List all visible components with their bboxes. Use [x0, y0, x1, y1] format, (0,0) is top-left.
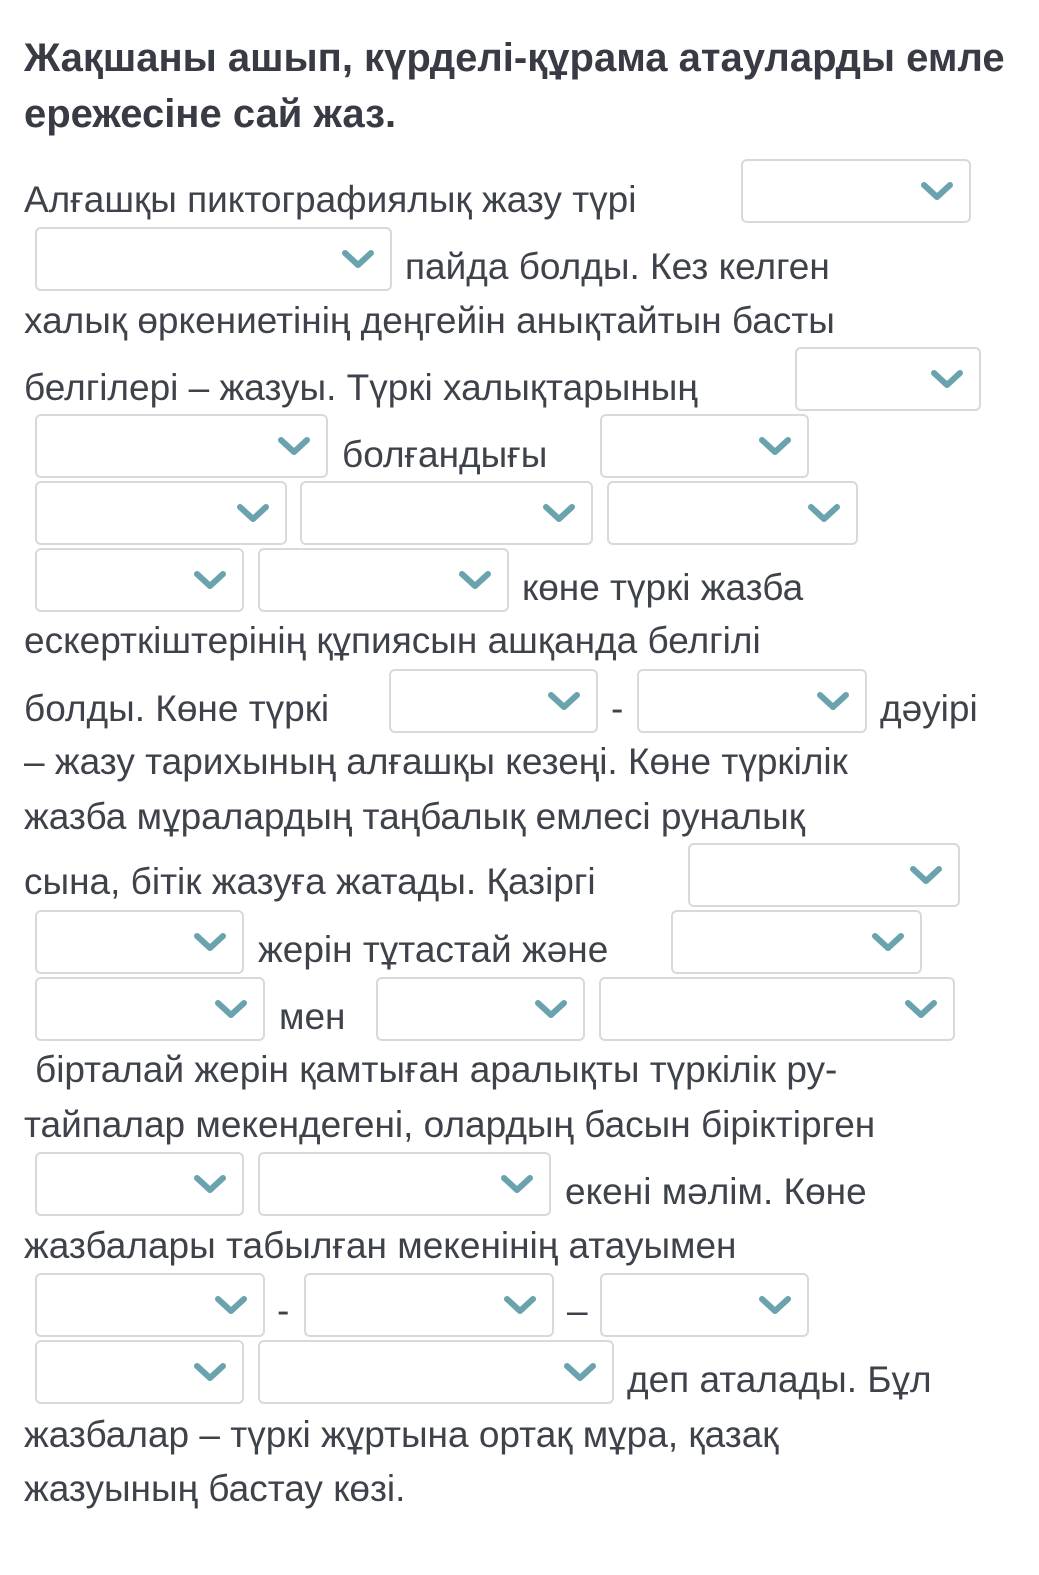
text-segment: жазбалар – түркі жұртына ортақ мұра, қазақ [24, 1414, 779, 1455]
chevron-down-icon [533, 998, 569, 1020]
answer-dropdown-9[interactable] [35, 548, 244, 612]
answer-dropdown-12[interactable] [637, 669, 867, 733]
chevron-down-icon [870, 931, 906, 953]
chevron-down-icon [541, 502, 577, 524]
answer-dropdown-8[interactable] [607, 481, 858, 545]
chevron-down-icon [499, 1173, 535, 1195]
chevron-down-icon [192, 1173, 228, 1195]
chevron-down-icon [192, 569, 228, 591]
chevron-down-icon [192, 931, 228, 953]
text-segment: дәуірі [880, 688, 978, 729]
text-segment: тайпалар мекендегені, олардың басын біріктірген [24, 1104, 876, 1145]
answer-dropdown-6[interactable] [35, 481, 287, 545]
text-segment: көне түркі жазба [522, 567, 804, 608]
text-segment: халық өркениетінің деңгейін анықтайтын басты [24, 300, 835, 341]
text-segment: ескерткіштерінің құпиясын ашқанда белгілі [24, 620, 761, 661]
answer-dropdown-7[interactable] [300, 481, 593, 545]
text-segment: болды. Көне түркі [24, 688, 330, 729]
answer-dropdown-4[interactable] [35, 414, 328, 478]
chevron-down-icon [457, 569, 493, 591]
chevron-down-icon [276, 435, 312, 457]
answer-dropdown-16[interactable] [35, 977, 265, 1041]
text-segment: – жазу тарихының алғашқы кезеңі. Көне түркілік [24, 741, 848, 782]
text-segment: мен [279, 996, 346, 1037]
answer-dropdown-2[interactable] [35, 227, 392, 291]
answer-dropdown-17[interactable] [376, 977, 585, 1041]
answer-dropdown-5[interactable] [600, 414, 809, 478]
text-segment: жазбалары табылған мекенінің атауымен [24, 1225, 737, 1266]
text-segment: белгілері – жазуы. Түркі халықтарының [24, 367, 698, 408]
chevron-down-icon [235, 502, 271, 524]
chevron-down-icon [929, 368, 965, 390]
answer-dropdown-19[interactable] [35, 1152, 244, 1216]
answer-dropdown-10[interactable] [258, 548, 509, 612]
answer-dropdown-13[interactable] [688, 843, 960, 907]
text-segment: болғандығы [342, 434, 548, 475]
chevron-down-icon [806, 502, 842, 524]
answer-dropdown-25[interactable] [258, 1340, 614, 1404]
answer-dropdown-1[interactable] [741, 159, 971, 223]
text-segment: жазуының бастау көзі. [24, 1468, 406, 1509]
chevron-down-icon [502, 1294, 538, 1316]
text-segment: сына, бітік жазуға жатады. Қазіргі [24, 861, 596, 902]
answer-dropdown-11[interactable] [389, 669, 598, 733]
chevron-down-icon [213, 998, 249, 1020]
answer-dropdown-20[interactable] [258, 1152, 551, 1216]
chevron-down-icon [757, 1294, 793, 1316]
chevron-down-icon [919, 180, 955, 202]
chevron-down-icon [546, 690, 582, 712]
answer-dropdown-14[interactable] [35, 910, 244, 974]
chevron-down-icon [192, 1361, 228, 1383]
text-segment: жазба мұралардың таңбалық емлесі руналық [24, 796, 805, 837]
chevron-down-icon [213, 1294, 249, 1316]
answer-dropdown-3[interactable] [795, 347, 981, 411]
chevron-down-icon [562, 1361, 598, 1383]
text-segment: жерін тұтастай және [258, 929, 609, 970]
answer-dropdown-23[interactable] [600, 1273, 809, 1337]
chevron-down-icon [757, 435, 793, 457]
hyphen-text: - [611, 688, 624, 729]
chevron-down-icon [908, 864, 944, 886]
dash-text: – [567, 1290, 588, 1331]
text-segment: пайда болды. Кез келген [405, 246, 830, 287]
chevron-down-icon [903, 998, 939, 1020]
answer-dropdown-18[interactable] [599, 977, 955, 1041]
chevron-down-icon [340, 248, 376, 270]
text-segment: деп аталады. Бұл [627, 1359, 932, 1400]
answer-dropdown-21[interactable] [35, 1273, 265, 1337]
answer-dropdown-24[interactable] [35, 1340, 244, 1404]
hyphen-text: - [277, 1290, 290, 1331]
answer-dropdown-15[interactable] [671, 910, 922, 974]
text-segment: Алғашқы пиктографиялық жазу түрі [24, 179, 637, 220]
chevron-down-icon [815, 690, 851, 712]
text-segment: бірталай жерін қамтыған аралықты түркілік ру- [35, 1049, 838, 1090]
text-segment: екені мәлім. Көне [565, 1171, 867, 1212]
answer-dropdown-22[interactable] [304, 1273, 554, 1337]
task-title: Жақшаны ашып, күрделі-құрама атауларды емле ережесіне сай жаз. [24, 36, 1005, 136]
